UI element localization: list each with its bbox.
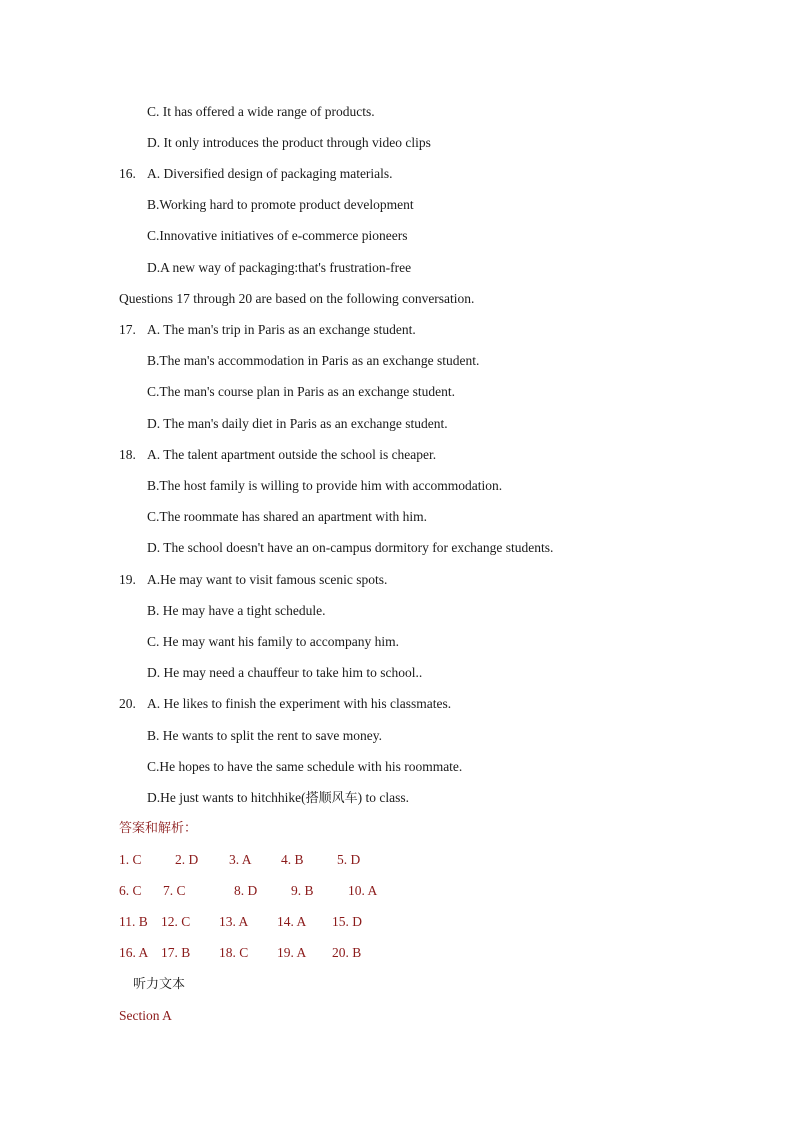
q20-option-d-prefix: D.He just wants to hitchhike( [147, 790, 306, 805]
answer-11: 11. B [119, 914, 148, 929]
q15-option-d: D. It only introduces the product through video clips [147, 135, 431, 150]
q20-option-d-chinese: 搭顺风车 [305, 791, 358, 806]
answer-19: 19. A [277, 945, 307, 960]
q20-option-d [147, 790, 409, 807]
q18-option-b: B.The host family is willing to provide him with accommodation. [147, 478, 503, 493]
answer-17: 17. B [161, 945, 191, 960]
q20-number: 20. [119, 696, 136, 711]
answer-8: 8. D [234, 883, 258, 898]
answer-2: 2. D [175, 852, 199, 867]
section-note: Questions 17 through 20 are based on the following conversation. [119, 291, 475, 306]
q17-option-d: D. The man's daily diet in Paris as an exchange student. [147, 416, 448, 431]
q18-number: 18. [119, 447, 136, 462]
answer-15: 15. D [332, 914, 362, 929]
answer-18: 18. C [219, 945, 249, 960]
q16-option-a: A. Diversified design of packaging materials. [147, 166, 393, 181]
answer-4: 4. B [281, 852, 304, 867]
answer-9: 9. B [291, 883, 314, 898]
section-a-heading: Section A [119, 1008, 172, 1023]
answers-heading: 答案和解析： [119, 821, 198, 836]
answer-1: 1. C [119, 852, 142, 867]
answer-14: 14. A [277, 914, 307, 929]
q19-option-c: C. He may want his family to accompany him. [147, 634, 399, 649]
answer-13: 13. A [219, 914, 249, 929]
q19-option-a: A.He may want to visit famous scenic spots. [147, 572, 388, 587]
q19-option-b: B. He may have a tight schedule. [147, 603, 326, 618]
q17-option-a: A. The man's trip in Paris as an exchange student. [147, 322, 416, 337]
answer-3: 3. A [229, 852, 252, 867]
q20-option-c: C.He hopes to have the same schedule with his roommate. [147, 759, 463, 774]
q18-option-c: C.The roommate has shared an apartment with him. [147, 509, 428, 524]
q16-option-d: D.A new way of packaging:that's frustration-free [147, 260, 412, 275]
q20-option-d-suffix: ) to class. [357, 790, 409, 805]
answer-10: 10. A [348, 883, 378, 898]
answer-6: 6. C [119, 883, 142, 898]
q18-option-a: A. The talent apartment outside the school is cheaper. [147, 447, 437, 462]
q20-option-b: B. He wants to split the rent to save money. [147, 728, 382, 743]
transcript-heading: 听力文本 [133, 977, 186, 992]
q17-number: 17. [119, 322, 136, 337]
answer-7: 7. C [163, 883, 186, 898]
q18-option-d: D. The school doesn't have an on-campus dormitory for exchange students. [147, 540, 554, 555]
q16-option-c: C.Innovative initiatives of e-commerce pioneers [147, 228, 408, 243]
answer-12: 12. C [161, 914, 191, 929]
q16-option-b: B.Working hard to promote product development [147, 197, 414, 212]
q19-number: 19. [119, 572, 136, 587]
q16-number: 16. [119, 166, 136, 181]
answer-20: 20. B [332, 945, 362, 960]
q17-option-b: B.The man's accommodation in Paris as an exchange student. [147, 353, 480, 368]
q17-option-c: C.The man's course plan in Paris as an exchange student. [147, 384, 455, 399]
q20-option-a: A. He likes to finish the experiment with his classmates. [147, 696, 452, 711]
answer-5: 5. D [337, 852, 361, 867]
q15-option-c: C. It has offered a wide range of products. [147, 104, 375, 119]
answer-16: 16. A [119, 945, 149, 960]
q19-option-d: D. He may need a chauffeur to take him to school.. [147, 665, 423, 680]
